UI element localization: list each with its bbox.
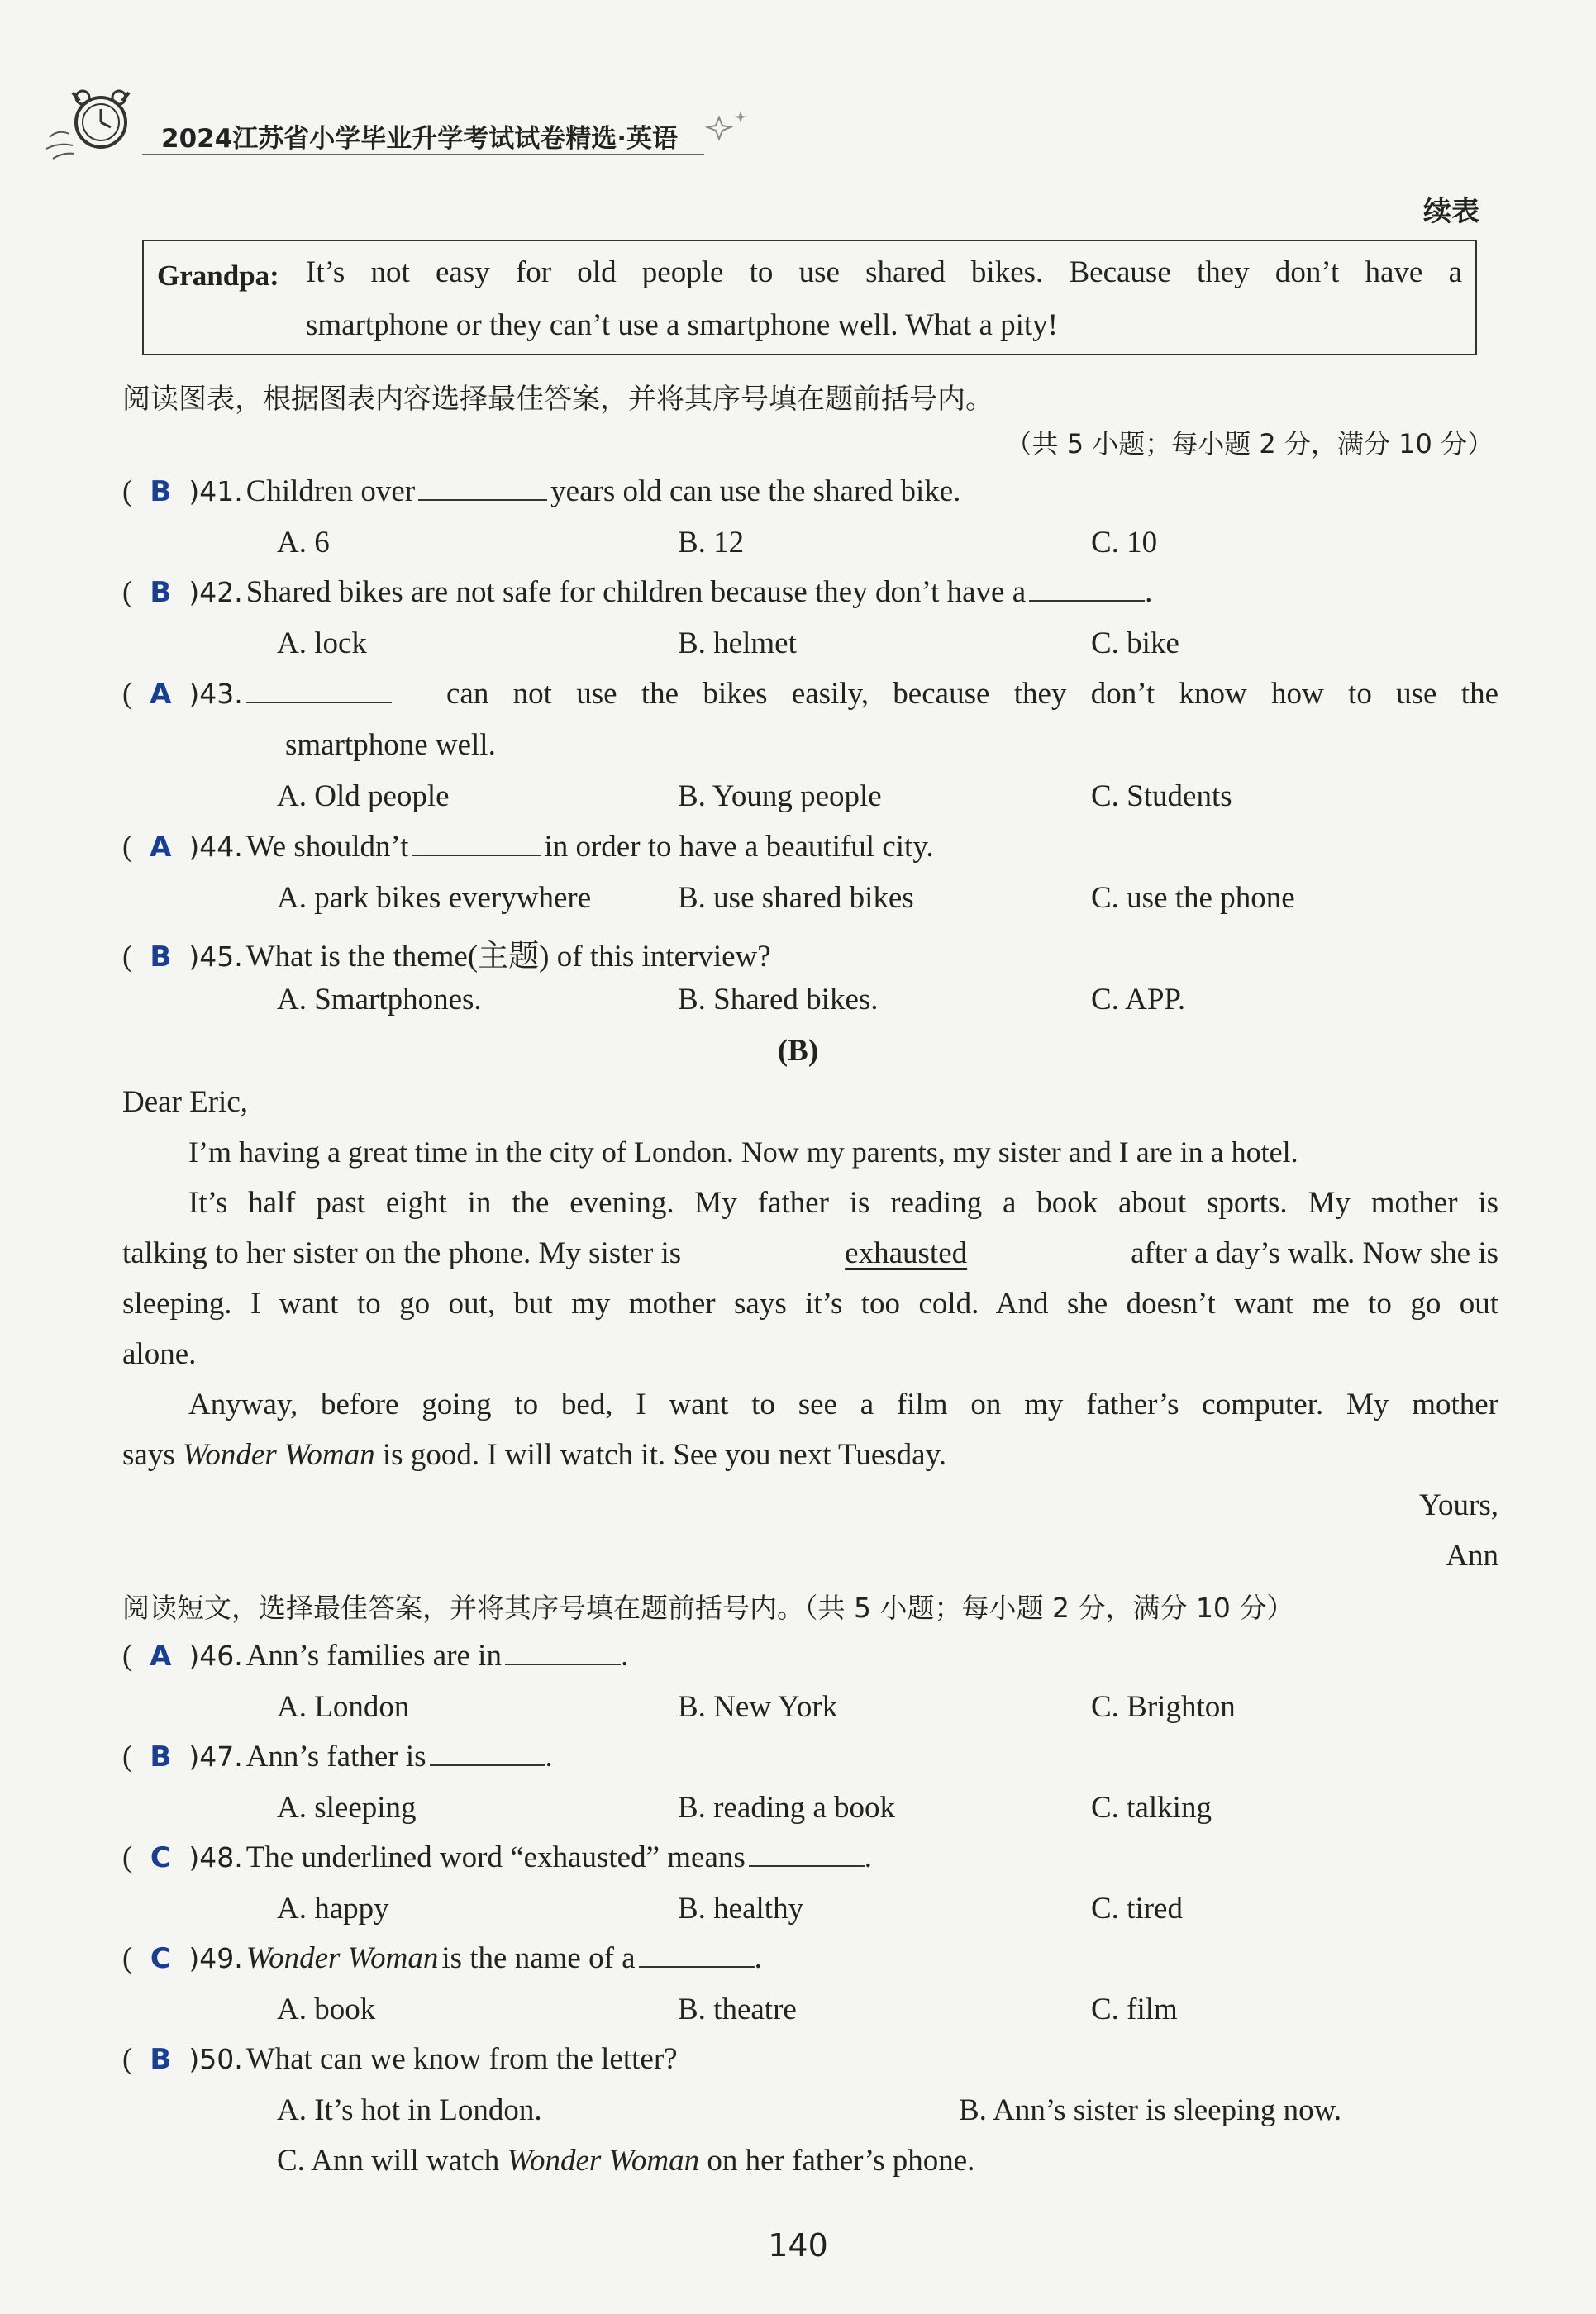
answer-43: A: [150, 678, 172, 711]
question-41: ( B )41. Children over years old can use the shared bike.: [122, 474, 961, 508]
question-stem: Shared bikes are not safe for children because they don’t have a: [245, 575, 1027, 609]
letter-text: is good. I will watch it. See you next Tuesday.: [382, 1438, 946, 1472]
option-a: A. London: [277, 1690, 410, 1724]
option-c: C. film: [1091, 1993, 1178, 2026]
option-a: A. happy: [277, 1892, 389, 1926]
option-c: C. bike: [1091, 626, 1179, 660]
letter-paragraph-3-line-1: Anyway, before going to bed, I want to see a film on my father’s computer. My mother: [188, 1388, 1498, 1421]
option-c: C. Students: [1091, 779, 1232, 813]
answer-47: B: [150, 1740, 172, 1774]
underlined-word-exhausted: exhausted: [845, 1236, 968, 1270]
question-number: )46.: [188, 1640, 243, 1672]
question-stem: is the name of a: [441, 1941, 636, 1975]
letter-closing: Yours,: [1419, 1488, 1498, 1522]
question-50: ( B )50. What can we know from the letter?: [122, 2042, 678, 2076]
option-b: B. use shared bikes: [678, 881, 914, 915]
book-title: 2024江苏省小学毕业升学考试试卷精选·英语: [161, 124, 679, 154]
alarm-clock-icon: [41, 79, 141, 162]
answer-41: B: [150, 475, 172, 508]
option-c: [277, 2143, 974, 2178]
answer-blank: [505, 1639, 621, 1665]
option-a: A. park bikes everywhere: [277, 881, 592, 915]
option-b: B. 12: [678, 526, 745, 559]
option-b: B. Young people: [678, 779, 882, 813]
option-a: A. It’s hot in London.: [277, 2093, 542, 2127]
letter-paragraph-3-line-2: [122, 1437, 946, 1473]
question-stem: Ann’s families are in: [245, 1639, 502, 1673]
question-number: )44.: [188, 831, 243, 863]
answer-46: A: [150, 1640, 172, 1673]
question-48: ( C )48. The underlined word “exhausted” means .: [122, 1840, 873, 1874]
question-47: ( B )47. Ann’s father is .: [122, 1740, 553, 1774]
letter-paragraph-2-line-3: sleeping. I want to go out, but my mother says it’s too cold. And she doesn’t want me to go out: [122, 1287, 1498, 1321]
question-49: ( C )49. Wonder Woman is the name of a .: [122, 1941, 762, 1975]
letter-text: after a day’s walk. Now she is: [1131, 1236, 1498, 1270]
answer-blank: [430, 1740, 545, 1766]
option-a: A. 6: [277, 526, 330, 559]
option-a: A. sleeping: [277, 1791, 417, 1825]
option-b: B. New York: [678, 1690, 838, 1724]
dialogue-line-1: It’s not easy for old people to use shared bikes. Because they don’t have a: [306, 255, 1462, 289]
answer-blank: [246, 677, 392, 703]
option-c: C. APP.: [1091, 983, 1186, 1017]
section-a-instruction: 阅读图表，根据图表内容选择最佳答案，并将其序号填在题前括号内。: [122, 383, 993, 416]
option-b: B. Shared bikes.: [678, 983, 879, 1017]
question-stem-rest: .: [545, 1740, 553, 1774]
page-number: 140: [768, 2227, 828, 2264]
continued-label: 续表: [1423, 195, 1479, 228]
question-number: )42.: [188, 576, 243, 608]
question-number: )45.: [188, 940, 243, 973]
answer-blank: [639, 1941, 755, 1968]
question-42: ( B )42. Shared bikes are not safe for children because they don’t have a .: [122, 575, 1153, 609]
question-stem-rest: .: [1145, 575, 1153, 609]
option-c: C. use the phone: [1091, 881, 1295, 915]
question-stem-rest: years old can use the shared bike.: [550, 474, 961, 508]
option-c: C. tired: [1091, 1892, 1183, 1926]
answer-blank: [749, 1840, 865, 1867]
header-rule: [142, 154, 704, 155]
option-b: B. Ann’s sister is sleeping now.: [959, 2093, 1342, 2127]
question-number: )47.: [188, 1740, 243, 1773]
dialogue-table-row: [142, 240, 1477, 355]
option-b: B. reading a book: [678, 1791, 896, 1825]
letter-paragraph-2-line-1: It’s half past eight in the evening. My father is reading a book about sports. My mother is: [188, 1186, 1498, 1220]
speaker-label: Grandpa:: [157, 259, 279, 292]
option-b: B. healthy: [678, 1892, 804, 1926]
option-text: on her father’s phone.: [707, 2144, 975, 2178]
dialogue-line-2: smartphone or they can’t use a smartphone well. What a pity!: [306, 308, 1059, 342]
question-number: )50.: [188, 2043, 243, 2075]
answer-42: B: [150, 576, 172, 609]
answer-blank: [418, 474, 547, 501]
question-stem-line-2: smartphone well.: [285, 728, 496, 762]
answer-50: B: [150, 2043, 172, 2076]
letter-paragraph-1: I’m having a great time in the city of London. Now my parents, my sister and I are in a hotel.: [188, 1136, 1298, 1169]
question-stem-rest: in order to have a beautiful city.: [544, 830, 934, 864]
question-stem-rest: .: [864, 1840, 873, 1874]
question-stem-rest: .: [754, 1941, 762, 1975]
question-stem: What is the theme(主题) of this interview?: [245, 940, 771, 974]
film-title: Wonder Woman: [182, 1438, 375, 1472]
option-text: C. Ann will watch: [277, 2144, 500, 2178]
question-number: )41.: [188, 475, 243, 507]
answer-blank: [412, 830, 541, 856]
film-title: Wonder Woman: [507, 2144, 700, 2178]
option-c: C. Brighton: [1091, 1690, 1236, 1724]
option-b: B. theatre: [678, 1993, 797, 2026]
option-c: C. 10: [1091, 526, 1158, 559]
question-number: )48.: [188, 1841, 243, 1874]
letter-signature: Ann: [1446, 1539, 1498, 1573]
question-stem: Children over: [245, 474, 416, 508]
answer-45: B: [150, 940, 172, 974]
question-stem: We shouldn’t: [245, 830, 409, 864]
question-44: ( A )44. We shouldn’t in order to have a beautiful city.: [122, 830, 934, 864]
letter-greeting: Dear Eric,: [122, 1085, 249, 1119]
option-a: A. Old people: [277, 779, 450, 813]
letter-text: says: [122, 1438, 175, 1472]
question-46: ( A )46. Ann’s families are in .: [122, 1639, 629, 1673]
answer-44: A: [150, 831, 172, 864]
section-a-score-note: （共 5 小题；每小题 2 分，满分 10 分）: [1005, 428, 1494, 459]
answer-49: C: [150, 1942, 171, 1975]
letter-paragraph-2-line-4: alone.: [122, 1337, 197, 1371]
question-stem: The underlined word “exhausted” means: [245, 1840, 746, 1874]
option-a: A. Smartphones.: [277, 983, 482, 1017]
question-43: ( A )43.: [122, 676, 392, 712]
question-stem-rest: .: [620, 1639, 629, 1673]
letter-paragraph-2-line-2: [122, 1236, 1498, 1271]
question-stem-rest: can not use the bikes easily, because they don’t know how to use the: [446, 677, 1498, 711]
letter-text: talking to her sister on the phone. My sister is: [122, 1236, 682, 1270]
answer-48: C: [150, 1841, 171, 1874]
question-number: )49.: [188, 1942, 243, 1974]
option-a: A. lock: [277, 626, 367, 660]
question-stem: What can we know from the letter?: [245, 2042, 678, 2076]
option-a: A. book: [277, 1993, 376, 2026]
section-b-instruction: 阅读短文，选择最佳答案，并将其序号填在题前括号内。（共 5 小题；每小题 2 分，满分 10 分）: [122, 1592, 1294, 1624]
film-title: Wonder Woman: [245, 1941, 439, 1975]
question-number: )43.: [188, 678, 243, 710]
answer-blank: [1029, 575, 1145, 602]
option-b: B. helmet: [678, 626, 797, 660]
sparkle-stars-icon: [703, 107, 752, 145]
question-stem: Ann’s father is: [245, 1740, 426, 1774]
section-b-heading: (B): [777, 1034, 819, 1068]
option-c: C. talking: [1091, 1791, 1212, 1825]
question-45: ( B )45. What is the theme(主题) of this interview?: [122, 940, 771, 974]
